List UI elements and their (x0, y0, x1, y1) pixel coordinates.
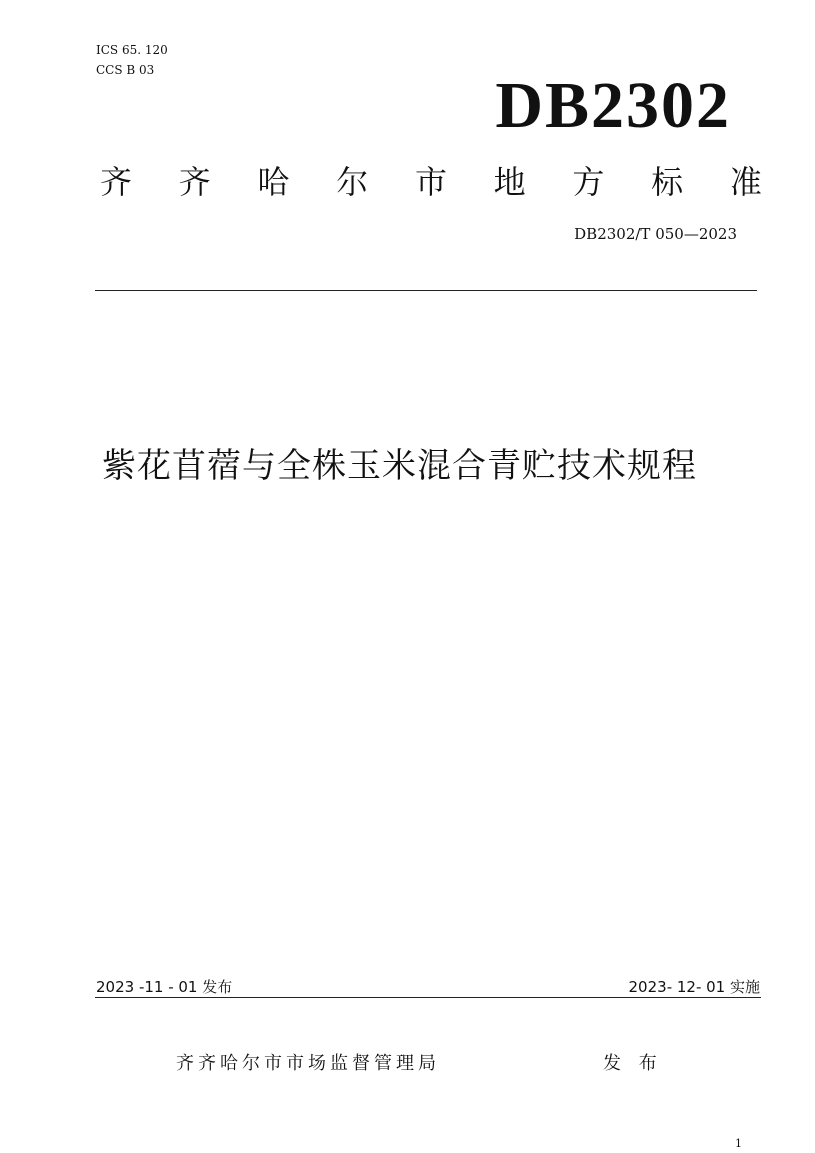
standard-type-char: 地 (493, 163, 526, 201)
ccs-code: CCS B 03 (96, 63, 155, 77)
issuing-authority: 齐齐哈尔市市场监督管理局 (176, 1053, 440, 1074)
standard-type-char: 方 (572, 163, 605, 201)
standard-type-heading (100, 158, 762, 202)
release-date: 2023 -11 - 01 发布 (96, 978, 233, 996)
standard-type-char: 齐 (178, 163, 211, 201)
standard-type-char: 市 (414, 163, 447, 201)
standard-type-char: 标 (651, 163, 684, 201)
standard-type-char: 准 (729, 163, 762, 201)
header-divider (95, 290, 757, 291)
standard-type-char: 齐 (100, 163, 133, 201)
implementation-date: 2023- 12- 01 实施 (628, 978, 760, 996)
standard-type-char: 哈 (257, 163, 290, 201)
standard-number: DB2302/T 050—2023 (574, 225, 737, 243)
page-number: 1 (735, 1137, 742, 1150)
ics-code: ICS 65. 120 (96, 43, 168, 57)
issue-label: 发 布 (603, 1053, 663, 1074)
document-title: 紫花苜蓿与全株玉米混合青贮技术规程 (102, 446, 697, 486)
standard-type-char: 尔 (336, 163, 369, 201)
footer-divider (95, 997, 761, 998)
standard-code: DB2302 (495, 69, 731, 142)
